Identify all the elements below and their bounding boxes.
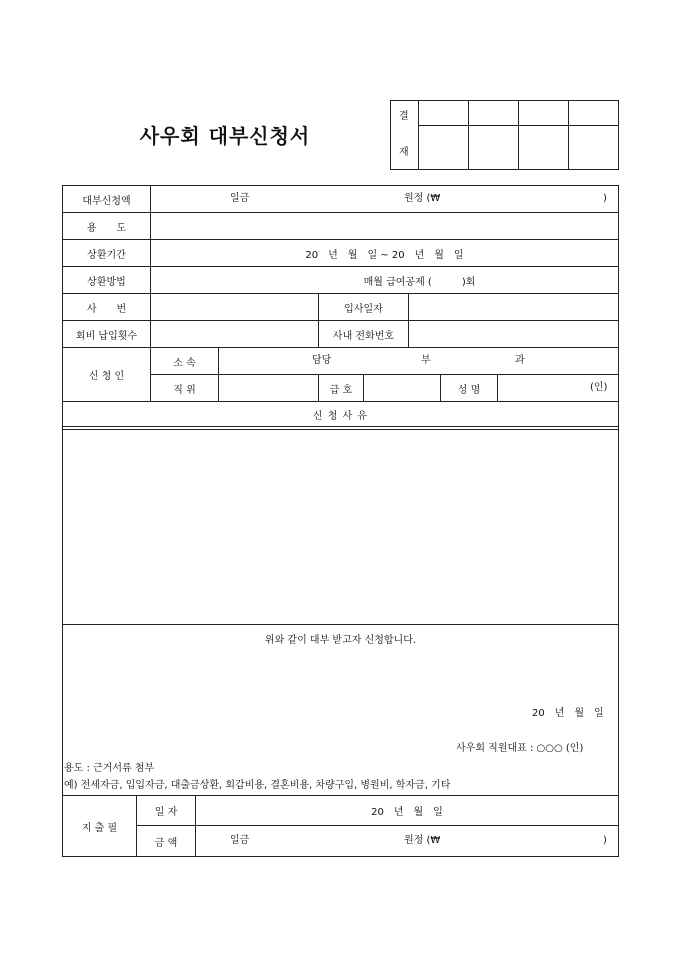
grade-label: 급 호 <box>329 384 353 396</box>
applicant-label: 신 청 인 <box>88 371 125 382</box>
employee-number-label: 사 번 <box>86 303 127 315</box>
payment-amount-close: ) <box>603 835 607 846</box>
payment-date-value: 20 년 월 일 <box>371 807 443 818</box>
dues-count-label: 회비 납입횟수 <box>75 330 138 342</box>
department-value-1: 담당 <box>312 355 332 366</box>
seal-label: (인) <box>590 382 608 393</box>
approval-label-top: 결 <box>399 111 409 122</box>
payment-date-label: 일 자 <box>154 807 178 818</box>
payment-amount-label: 금 액 <box>154 837 178 849</box>
period-value: 20 년 월 일 ~ 20 년 월 일 <box>305 249 464 261</box>
payment-label: 지 출 필 <box>81 822 118 834</box>
method-value: 매월 급여공제 ( )회 <box>363 276 476 288</box>
hire-date-label: 입사일자 <box>344 303 383 315</box>
method-label: 상환방법 <box>87 276 126 288</box>
period-label: 상환기간 <box>87 249 126 261</box>
reason-header: 신 청 사 유 <box>312 410 369 422</box>
phone-label: 사내 전화번호 <box>332 330 395 342</box>
amount-prefix: 일금 <box>230 193 250 204</box>
rank-label: 직 위 <box>173 384 196 396</box>
purpose-label: 용 도 <box>86 222 127 234</box>
name-label: 성 명 <box>457 384 481 396</box>
department-value-2: 부 <box>421 355 431 366</box>
usage-examples: 예) 전세자금, 입입자금, 대출금상환, 회갑비용, 결혼비용, 차량구입, 병원비, 학자금, 기타 <box>64 780 451 791</box>
declaration-signatory: 사우회 직원대표 : ○○○ (인) <box>456 743 584 754</box>
usage-note: 용도 : 근거서류 첨부 <box>64 763 155 774</box>
page-title: 사우회 대부신청서 <box>139 124 311 148</box>
amount-label: 대부신청액 <box>82 195 131 207</box>
department-value-3: 과 <box>515 355 525 366</box>
amount-close: ) <box>603 193 607 204</box>
amount-won: 원정 (₩ <box>404 193 441 204</box>
declaration-date: 20 년 월 일 <box>532 708 604 719</box>
department-label: 소 속 <box>173 357 196 369</box>
approval-label-bottom: 재 <box>399 147 409 158</box>
payment-amount-won: 원정 (₩ <box>404 835 441 846</box>
payment-amount-prefix: 일금 <box>230 835 250 846</box>
declaration-statement: 위와 같이 대부 받고자 신청합니다. <box>264 635 417 646</box>
